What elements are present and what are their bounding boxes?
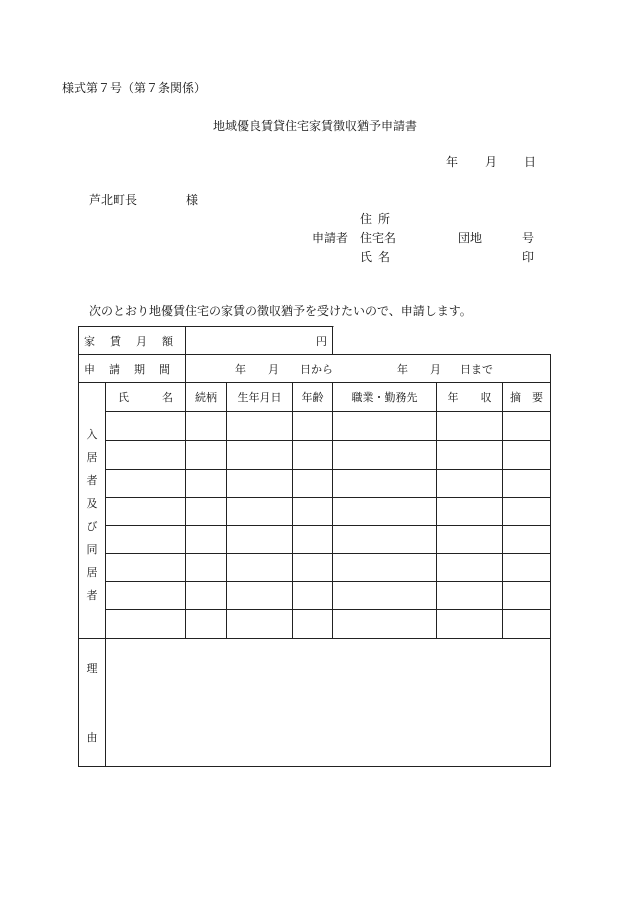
period-to-day: 日まで: [460, 363, 493, 376]
rent-unit: 円: [316, 335, 327, 348]
period-to-month: 月: [430, 363, 441, 376]
applicant-name-label: 氏名: [360, 250, 397, 264]
col-header-name: 氏 名: [118, 391, 173, 404]
date-month-label: 月: [485, 155, 498, 169]
residents-label-char: 同: [86, 543, 98, 556]
col-header-remarks: 摘 要: [510, 391, 543, 404]
address-label: 住所: [360, 212, 397, 226]
rent-label: 家賃月額: [84, 335, 188, 348]
addressee-honorific: 様: [186, 193, 199, 207]
col-header-birthdate: 生年月日: [237, 391, 282, 404]
period-from-year: 年: [235, 363, 246, 376]
col-header-income: 年 収: [447, 391, 492, 404]
residents-label-char: 居: [86, 451, 98, 464]
addressee-name: 芦北町長: [89, 193, 138, 207]
col-header-relation: 続柄: [195, 391, 217, 404]
period-from-day: 日から: [300, 363, 333, 376]
reason-label-char: 理: [86, 662, 98, 675]
residents-label-char: 者: [86, 589, 98, 602]
period-label: 申請期間: [84, 363, 184, 376]
period-to-year: 年: [397, 363, 408, 376]
intro-text: 次のとおり地優賃住宅の家賃の徴収猶予を受けたいので、申請します。: [89, 304, 472, 318]
date-year-label: 年: [446, 155, 459, 169]
reason-label-char: 由: [86, 731, 98, 744]
document-title: 地域優良賃貸住宅家賃徴収猶予申請書: [212, 119, 417, 133]
housing-name-label: 住宅名: [360, 231, 397, 245]
period-from-month: 月: [268, 363, 279, 376]
col-header-age: 年齢: [301, 391, 324, 404]
residents-label-char: 入: [86, 428, 98, 441]
col-header-occupation: 職業・勤務先: [351, 391, 418, 404]
danchi-label: 団地: [458, 231, 483, 245]
date-day-label: 日: [524, 155, 537, 169]
form-number: 様式第７号（第７条関係）: [62, 81, 207, 95]
residents-label-char: び: [86, 520, 98, 533]
residents-label-char: 居: [86, 566, 98, 579]
residents-label-char: 者: [86, 474, 98, 487]
applicant-label: 申請者: [312, 231, 349, 245]
residents-label-char: 及: [86, 497, 98, 510]
seal-label: 印: [522, 250, 535, 264]
row1-mask: [334, 325, 552, 354]
unit-number-label: 号: [522, 231, 535, 245]
